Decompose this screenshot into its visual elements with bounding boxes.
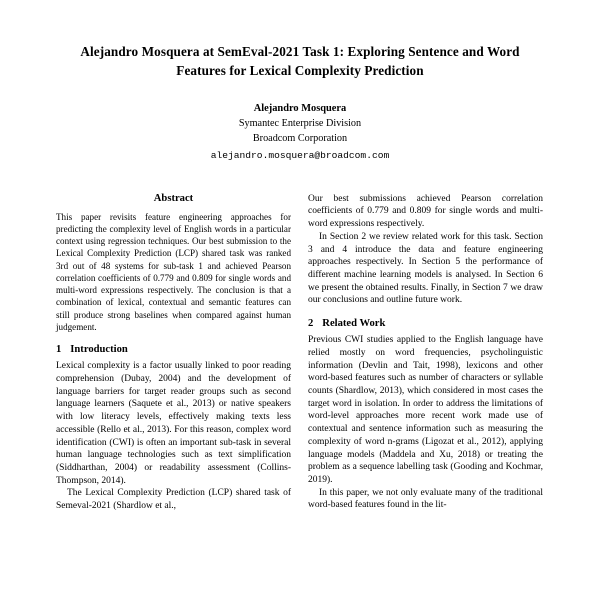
right-column <box>308 193 543 513</box>
section-heading-introduction <box>56 344 291 355</box>
abstract-heading: Abstract <box>153 192 194 204</box>
section-title: Introduction <box>70 344 128 356</box>
affiliation-line-2: Broadcom Corporation <box>252 132 348 144</box>
section-number: 1 <box>56 344 62 356</box>
paragraph: Previous CWI studies applied to the English language have relied mostly on word frequencies, psycholinguistic information (Devlin and Tait, 1998), lexicons and other word-based features such as number of characters or syllable counts (Shardlow, 2013), which considered in most cases the target word in isolation. In order to address the limitations of word-level approaches more recent work made use of contextual and sentence information such as measuring the complexity of word n-grams (Ligozat et al., 2012), applying language models (Maddela and Xu, 2018) or treating the problem as a sequence labelling task (Gooding and Kochmar, 2019). <box>308 335 543 485</box>
paragraph: In Section 2 we review related work for this task. Section 3 and 4 introduce the data and feature engineering approaches respectively. In Section 5 the performance of different machine learning models is analysed. In Section 6 we present the obtained results. Finally, in Section 7 we draw our conclusions and outline future work. <box>308 231 543 306</box>
author-block <box>56 102 544 162</box>
paragraph: The Lexical Complexity Prediction (LCP) shared task of Semeval-2021 (Shardlow et al., <box>56 488 291 512</box>
author-email: alejandro.mosquera@broadcom.com <box>210 150 390 162</box>
two-column-body <box>56 193 544 513</box>
left-column <box>56 193 291 513</box>
paragraph: Lexical complexity is a factor usually linked to poor reading comprehension (Dubay, 2004) and the development of language barriers for target reader groups such as second language learners (Saquete et al., 2013) or native speakers with low literacy levels, effectively making texts less accessible (Rello et al., 2013). For this reason, complex word identification (CWI) is often an important sub-task in several human language technologies such as text simplification (Siddharthan, 2004) or readability assessment (Collins-Thompson, 2014). <box>56 361 291 486</box>
affiliation-line-1: Symantec Enterprise Division <box>238 118 362 130</box>
abstract-text: This paper revisits feature engineering approaches for predicting the complexity level of English words in a particular context using regression techniques. Our best submission to the Lexical Complexity Prediction (LCP) shared task was ranked 3rd out of 48 systems for sub-task 1 and achieved Pearson correlation coefficients of 0.779 and 0.809 for single words and multi-word expressions respectively. The conclusion is that a combination of lexical, contextual and semantic features can still produce strong baselines when compared against human judgement. <box>56 211 291 333</box>
section-heading-related-work <box>308 318 543 329</box>
author-name: Alejandro Mosquera <box>253 103 347 115</box>
section-title: Related Work <box>322 318 386 330</box>
page-title: Alejandro Mosquera at SemEval-2021 Task 1: Exploring Sentence and Word Features for Lexical Complexity Prediction <box>80 44 520 79</box>
paragraph: Our best submissions achieved Pearson correlation coefficients of 0.779 and 0.809 for single words and multi-word expressions respectively. <box>308 193 543 230</box>
paragraph: In this paper, we not only evaluate many of the traditional word-based features found in the lit- <box>308 487 543 511</box>
section-number: 2 <box>308 318 314 330</box>
